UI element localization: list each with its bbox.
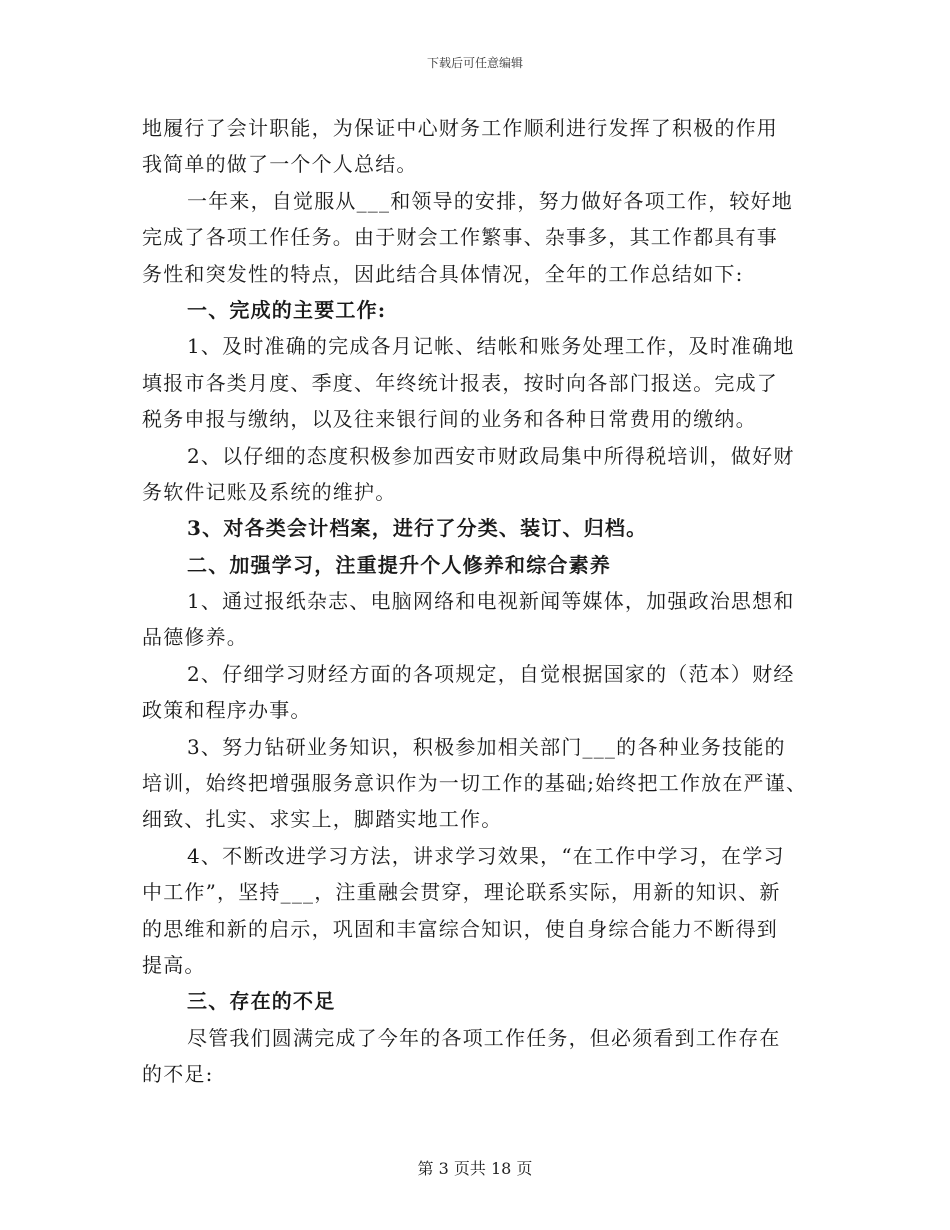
text-line: 4、不断改进学习方法，讲求学习效果，“在工作中学习，在学习 (187, 843, 785, 868)
text-line: 3、努力钻研业务知识，积极参加相关部门___的各种业务技能的 (187, 734, 786, 759)
section-heading: 二、加强学习，注重提升个人修养和综合素养 (187, 552, 611, 577)
text-line: 务性和突发性的特点，因此结合具体情况，全年的工作总结如下: (142, 261, 744, 286)
text-line: 2、以仔细的态度积极参加西安市财政局集中所得税培训，做好财 (187, 443, 795, 468)
text-line: 提高。 (142, 952, 206, 977)
text-line: 务软件记账及系统的维护。 (142, 479, 397, 504)
text-line: 一年来，自觉服从___和领导的安排，努力做好各项工作，较好地 (187, 188, 793, 213)
section-heading: 一、完成的主要工作: (187, 297, 387, 322)
page-footer: 第 3 页共 18 页 (417, 1159, 533, 1178)
text-line: 填报市各类月度、季度、年终统计报表，按时向各部门报送。完成了 (142, 370, 778, 395)
document-body (142, 110, 814, 1093)
text-line: 完成了各项工作任务。由于财会工作繁事、杂事多，其工作都具有事 (142, 225, 778, 250)
text-line: 我简单的做了一个个人总结。 (142, 152, 418, 177)
text-line: 2、仔细学习财经方面的各项规定，自觉根据国家的（范本）财经 (187, 661, 795, 686)
text-line: 的不足: (142, 1062, 214, 1087)
text-line: 培训，始终把增强服务意识作为一切工作的基础;始终把工作放在严谨、 (142, 771, 808, 796)
text-line: 品德修养。 (142, 625, 248, 650)
text-line: 1、通过报纸杂志、电脑网络和电视新闻等媒体，加强政治思想和 (187, 589, 795, 614)
text-line: 1、及时准确的完成各月记帐、结帐和账务处理工作，及时准确地 (187, 334, 795, 359)
section-heading: 3、对各类会计档案，进行了分类、装订、归档。 (187, 516, 648, 541)
text-line: 的思维和新的启示，巩固和丰富综合知识，使自身综合能力不断得到 (142, 916, 778, 941)
text-line: 地履行了会计职能，为保证中心财务工作顺利进行发挥了积极的作用 (142, 116, 778, 140)
page-header: 下载后可任意编辑 (426, 56, 523, 70)
text-line: 尽管我们圆满完成了今年的各项工作任务，但必须看到工作存在 (187, 1025, 781, 1050)
text-line: 税务申报与缴纳，以及往来银行间的业务和各种日常费用的缴纳。 (142, 407, 757, 432)
text-line: 中工作”，坚持___，注重融会贯穿，理论联系实际，用新的知识、新 (142, 880, 781, 905)
section-heading: 三、存在的不足 (187, 989, 336, 1014)
text-line: 细致、扎实、求实上，脚踏实地工作。 (142, 807, 503, 832)
text-line: 政策和程序办事。 (142, 698, 312, 723)
